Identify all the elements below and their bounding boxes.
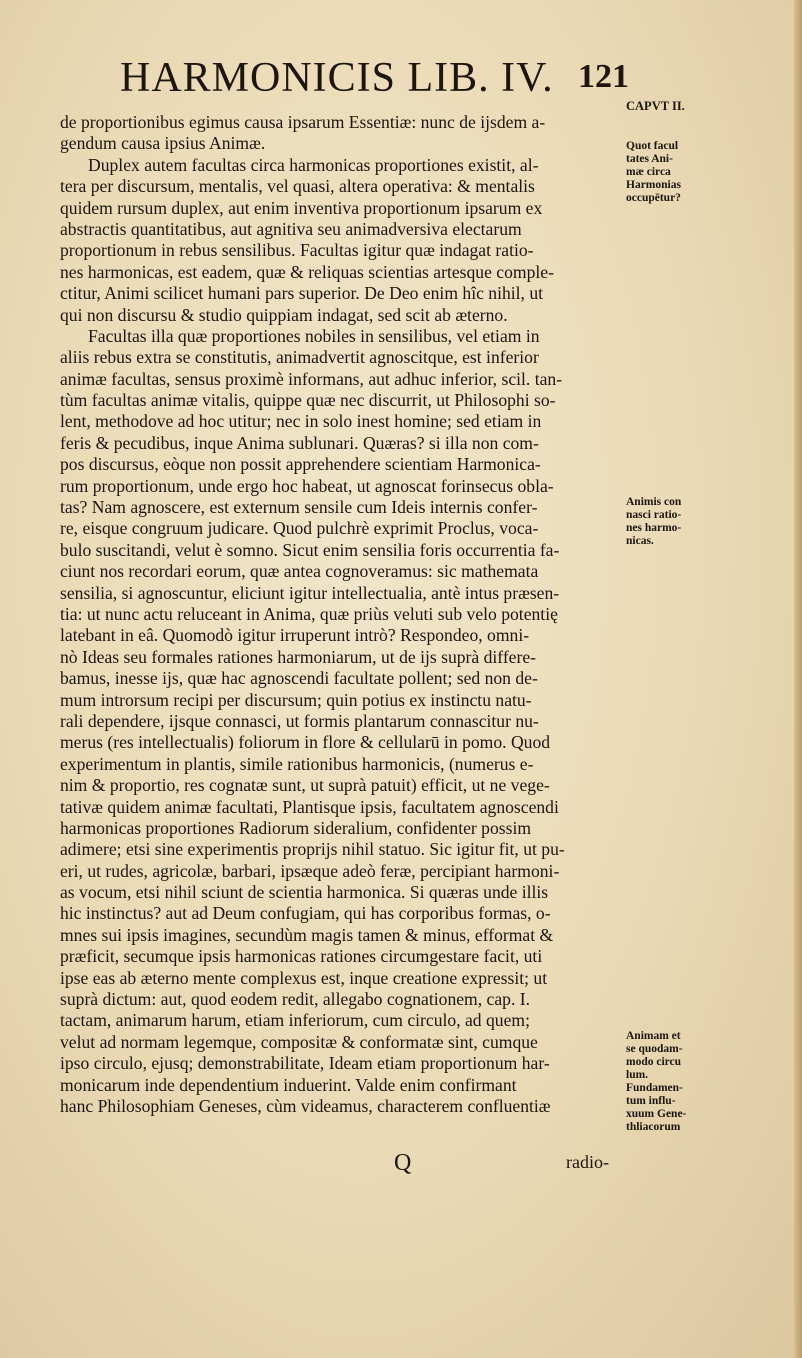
text-line: animæ facultas, sensus proximè informans, aut adhuc inferior, scil. tan-	[60, 368, 563, 389]
text-line: tia: ut nunc actu reluceant in Anima, quæ priùs veluti sub velo potentię	[60, 603, 558, 624]
main-text-block	[60, 112, 624, 1117]
text-line: sensilia, si agnoscuntur, eliciunt igitur intellectualia, antè intus præsen-	[60, 582, 560, 603]
text-line: hic instinctus? aut ad Deum confugiam, qui has corporibus formas, o-	[60, 903, 551, 924]
text-line: gendum causa ipsius Animæ.	[60, 133, 266, 154]
text-line: re, eisque congruum judicare. Quod pulchrè exprimit Proclus, voca-	[60, 518, 539, 539]
text-line: bamus, inesse ijs, quæ hac agnoscendi facultate pollent; sed non de-	[60, 668, 538, 689]
text-line: proportionum in rebus sensilibus. Facultas igitur quæ indagat ratio-	[60, 240, 534, 261]
margin-note-line: xuum Gene-	[626, 1108, 687, 1120]
text-line: aliis rebus extra se constitutis, animadvertit agnoscitque, est inferior	[60, 347, 539, 368]
margin-note-line: Animis con	[626, 496, 682, 508]
text-line: mnes sui ipsis imagines, secundùm magis tamen & minus, efformat &	[60, 924, 554, 945]
text-line: adimere; etsi sine experimentis proprijs nihil statuo. Sic igitur fit, ut pu-	[60, 839, 565, 860]
text-line: nò Ideas seu formales rationes harmoniarum, ut de ijs suprà differe-	[60, 646, 537, 667]
text-line: ipse eas ab æterno mente complexus est, inque creatione expressit; ut	[60, 967, 548, 988]
margin-note-line: occupētur?	[626, 192, 681, 204]
text-line: suprà dictum: aut, quod eodem redit, allegabo cognationem, cap. I.	[60, 989, 530, 1010]
margin-note-line: nes harmo-	[626, 522, 682, 534]
text-line: tùm facultas animæ vitalis, quippe quæ nec discurrit, ut Philosophi so-	[60, 390, 556, 411]
margin-note-line: thliacorum	[626, 1121, 681, 1133]
text-line: velut ad normam legemque, compositæ & conformatæ sint, cumque	[60, 1031, 538, 1052]
margin-note-line: Harmonias	[626, 179, 681, 191]
text-line: præficit, secumque ipsis harmonicas rationes circumgestare facit, uti	[60, 946, 543, 967]
margin-note-line: nasci ratio-	[626, 509, 682, 521]
text-line: qui non discursu & studio quippiam indagat, sed scit ab æterno.	[60, 304, 508, 325]
margin-caput-label: CAPVT II.	[626, 99, 685, 113]
text-line: harmonicas proportiones Radiorum sideralium, confidenter possim	[60, 817, 532, 838]
margin-note-animis-connasci	[626, 496, 700, 548]
text-line: mum introrsum recipi per discursum; quin potius ex instinctu natu-	[60, 689, 532, 710]
signature-mark: Q	[394, 1150, 412, 1176]
text-line: quidem rursum duplex, aut enim inventiva proportionum ipsarum ex	[60, 197, 543, 218]
text-line: ipso circulo, ejusq; demonstrabilitate, Ideam etiam proportionum har-	[60, 1053, 550, 1074]
text-line: Duplex autem facultas circa harmonicas proportiones existit, al-	[88, 154, 539, 175]
text-line: tactam, animarum harum, etiam inferiorum, cum circulo, ad quem;	[60, 1010, 530, 1031]
text-line: ctitur, Animi scilicet humani pars superior. De Deo enim hîc nihil, ut	[60, 283, 544, 304]
text-line: hanc Philosophiam Geneses, cùm videamus, characterem confluentiæ	[60, 1095, 551, 1116]
margin-note-line: tates Ani-	[626, 153, 673, 165]
margin-note-line: Animam et	[626, 1030, 681, 1042]
page-edge-shadow	[794, 0, 802, 1358]
text-line: ciunt nos recordari eorum, quæ antea cognoveramus: sic mathemata	[60, 561, 539, 582]
text-line: latebant in eâ. Quomodò igitur irruperunt intrò? Respondeo, omni-	[60, 625, 530, 646]
margin-note-line: mæ circa	[626, 166, 671, 178]
margin-note-line: Fundamen-	[626, 1082, 683, 1094]
text-line: tera per discursum, mentalis, vel quasi, altera operativa: & mentalis	[60, 176, 535, 197]
text-line: experimentum in plantis, simile rationibus harmonicis, (numerus e-	[60, 753, 534, 774]
page-number: 121	[578, 58, 629, 95]
margin-note-line: nicas.	[626, 535, 654, 547]
text-line: rali dependere, ijsque connasci, ut formis plantarum connascitur nu-	[60, 710, 539, 731]
text-line: eri, ut rudes, agricolæ, barbari, ipsæque adeò feræ, percipiant harmoni-	[60, 860, 560, 881]
margin-note-quot-facultates	[626, 140, 700, 205]
margin-note-line: se quodam-	[626, 1043, 683, 1055]
margin-note-line: modo circu	[626, 1056, 682, 1068]
text-line: feris & pecudibus, inque Anima sublunari. Quæras? si illa non com-	[60, 432, 539, 453]
text-line: Facultas illa quæ proportiones nobiles in sensilibus, vel etiam in	[88, 325, 540, 346]
text-line: rum proportionum, unde ergo hoc habeat, ut agnoscat forinsecus obla-	[60, 475, 554, 496]
margin-caput	[626, 100, 700, 113]
text-line: bulo suscitandi, velut è somno. Sicut enim sensilia foris occurrentia fa-	[60, 539, 560, 560]
text-line: as vocum, etsi nihil sciunt de scientia harmonica. Si quæras unde illis	[60, 882, 549, 903]
margin-note-line: lum.	[626, 1069, 649, 1081]
text-line: abstractis quantitatibus, aut agnitiva seu animadversiva electarum	[60, 218, 522, 239]
text-line: merus (res intellectualis) foliorum in flore & cellularū in pomo. Quod	[60, 732, 551, 753]
margin-note-animam-circulum	[626, 1030, 700, 1134]
text-line: de proportionibus egimus causa ipsarum Essentiæ: nunc de ijsdem a-	[60, 112, 546, 132]
margin-note-line: Quot facul	[626, 140, 679, 152]
text-line: lent, methodove ad hoc utitur; nec in solo inest homine; sed etiam in	[60, 411, 542, 432]
catchword: radio-	[566, 1152, 609, 1172]
text-line: pos discursus, eòque non possit apprehendere scientiam Harmonica-	[60, 454, 541, 475]
running-title: HARMONICIS LIB. IV.	[120, 55, 554, 101]
text-line: nim & proportio, res cognatæ sunt, ut suprà patuit) efficit, ut ne vege-	[60, 775, 550, 796]
text-line: tativæ quidem animæ facultati, Plantisque ipsis, facultatem agnoscendi	[60, 796, 559, 817]
text-line: monicarum inde dependentium induerint. Valde enim confirmant	[60, 1074, 517, 1095]
text-line: nes harmonicas, est eadem, quæ & reliquas scientias artesque comple-	[60, 261, 554, 282]
margin-note-line: tum influ-	[626, 1095, 676, 1107]
text-line: tas? Nam agnoscere, est externum sensile cum Ideis internis confer-	[60, 497, 538, 518]
